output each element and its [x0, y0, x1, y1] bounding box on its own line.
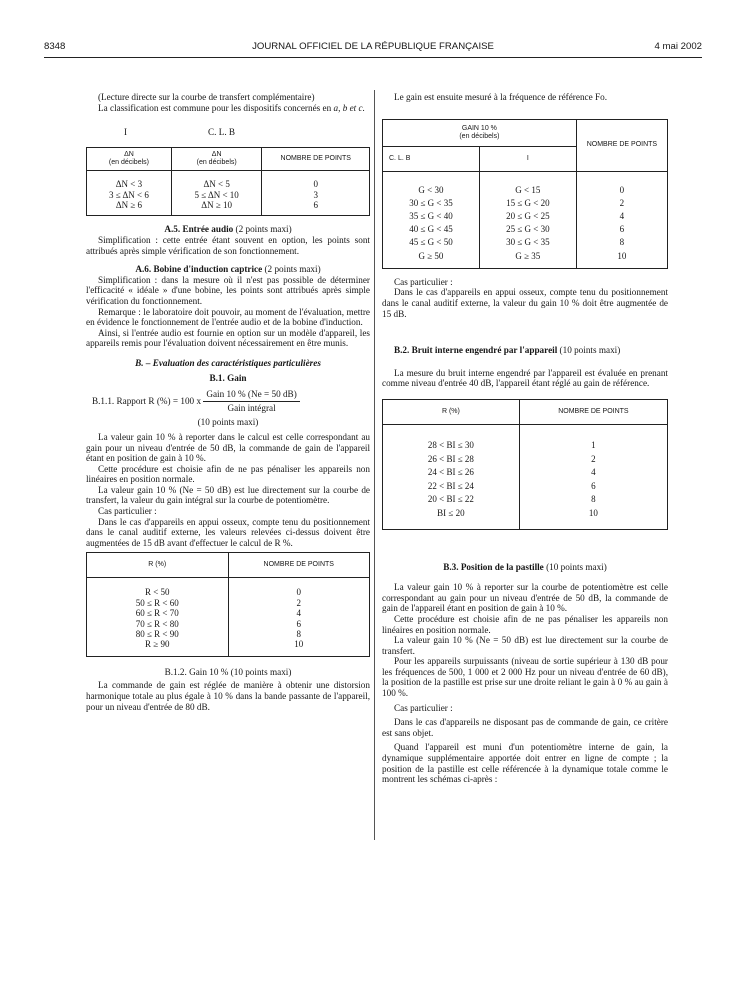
cell-line: 3: [313, 189, 318, 200]
header-text: ΔN: [211, 151, 222, 159]
cell-line: 6: [296, 618, 301, 629]
header-subtext: (en décibels): [196, 159, 237, 167]
column-header: [383, 119, 577, 146]
paragraph: Dans le cas d'appareils en appui osseux, compte tenu du positionnement dans le canal auditif externe, les valeurs relevées ci-dessus doivent être augmentées de 15 dB avant d'effectuer le calcul de R %.: [86, 516, 370, 548]
cell-line: 10: [294, 639, 304, 650]
cell-line: 0: [313, 179, 318, 190]
cell-line: 35 ≤ G < 40: [409, 211, 453, 221]
gain-table: [382, 119, 668, 269]
paragraph: La valeur gain 10 % (Ne = 50 dB) est lue directement sur la courbe de transfert.: [382, 635, 668, 656]
cell-line: 8: [591, 494, 596, 505]
cell-line: 22 < BI ≤ 24: [427, 480, 474, 491]
section-heading: [86, 667, 370, 678]
text-span: La classification est commune pour les dispositifs concernés en: [98, 102, 332, 113]
cell-line: 2: [296, 597, 301, 608]
heading-note: (2 points maxi): [235, 224, 292, 235]
cell-line: 6: [313, 200, 318, 210]
cell-line: 30 ≤ G < 35: [506, 237, 550, 248]
publication-date: 4 mai 2002: [654, 41, 702, 52]
text-span: a, b et c.: [333, 102, 365, 113]
delta-n-table: [86, 147, 370, 216]
page-header: [44, 41, 702, 55]
section-heading: [382, 562, 668, 573]
paragraph: Dans le cas d'appareils ne disposant pas de commande de gain, ce critère est sans objet.: [382, 717, 668, 738]
table-cell: [171, 171, 262, 216]
column-header: NOMBRE DE POINTS: [576, 119, 667, 171]
paragraph: Simplification : dans la mesure où il n'est pas possible de déterminer l'efficacité « idéale » d'une bobine, les points sont attribués après simple vérification du fonctionnement.: [86, 274, 370, 306]
cell-line: ΔN ≥ 6: [115, 200, 143, 210]
cell-line: 70 ≤ R < 80: [135, 618, 179, 629]
heading-text: B.3. Position de la pastille: [443, 561, 544, 572]
formula-denominator: Gain intégral: [227, 402, 276, 413]
cell-line: 0: [296, 587, 301, 598]
section-heading: [86, 224, 370, 235]
heading-text: B.2. Bruit interne engendré par l'appareil: [394, 345, 558, 356]
column-header: NOMBRE DE POINTS: [519, 399, 667, 424]
paragraph: Cas particulier :: [394, 702, 453, 713]
column-header: [87, 148, 172, 171]
cell-line: 26 < BI ≤ 28: [427, 453, 474, 464]
cell-line: 24 < BI ≤ 26: [427, 467, 474, 478]
column-header: R (%): [383, 399, 520, 424]
column-header: [171, 148, 262, 171]
page-number: 8348: [44, 41, 66, 52]
paragraph: Cas particulier :: [98, 506, 157, 517]
heading-note: (2 points maxi): [264, 264, 321, 275]
cell-line: 80 ≤ R < 90: [135, 629, 179, 640]
column-header: I: [479, 146, 576, 171]
formula-label: B.1.1. Rapport R (%) = 100 x: [92, 395, 202, 406]
table-cell: [383, 171, 480, 268]
paragraph: Quand l'appareil est muni d'un potentiomètre interne de gain, la dynamique supplémentaire apportée doit entrer en ligne de compte ; la position de la pastille est celle référencée à la dynamique totale comme le montrent les schémas ci-après :: [382, 742, 668, 785]
cell-line: ΔN < 3: [115, 179, 143, 190]
header-subtext: (en décibels): [459, 132, 500, 140]
cell-line: 60 ≤ R < 70: [135, 608, 179, 619]
heading-note: (10 points maxi): [546, 561, 607, 572]
journal-title: JOURNAL OFFICIEL DE LA RÉPUBLIQUE FRANÇAISE: [252, 41, 494, 52]
column-header: R (%): [87, 553, 229, 578]
cell-line: 2: [591, 453, 596, 464]
cell-line: ΔN ≥ 10: [201, 200, 233, 210]
formula-numerator: Gain 10 % (Ne = 50 dB): [203, 389, 299, 402]
paragraph: La valeur gain 10 % (Ne = 50 dB) est lue directement sur la courbe de transfert, la valeur du gain intégral sur la courbe de potentiomètre.: [86, 484, 370, 506]
heading-text: A.5. Entrée audio: [164, 224, 234, 235]
cell-line: R ≥ 90: [145, 639, 170, 650]
section-note: (10 points maxi): [197, 417, 259, 428]
cell-line: 28 < BI ≤ 30: [427, 439, 474, 450]
paragraph: (Lecture directe sur la courbe de transfert complémentaire): [98, 92, 315, 102]
table-cell: [87, 171, 172, 216]
cell-line: 4: [296, 608, 301, 619]
heading-text: A.6. Bobine d'induction captrice: [135, 264, 263, 275]
ratio-formula: [86, 389, 370, 413]
paragraph: Le gain est ensuite mesuré à la fréquence de référence Fo.: [394, 92, 607, 102]
section-heading: [382, 345, 668, 356]
column-header: NOMBRE DE POINTS: [228, 553, 370, 578]
paragraph: Dans le cas d'appareils en appui osseux, compte tenu du positionnement dans le canal auditif externe, la valeur du gain 10 % doit être augmentée de 15 dB.: [382, 287, 668, 319]
noise-table: [382, 399, 668, 530]
paragraph: [86, 103, 370, 114]
cell-line: G ≥ 35: [515, 250, 541, 261]
section-heading: [86, 264, 370, 275]
cell-line: ΔN < 5: [203, 179, 230, 190]
header-text: ΔN: [124, 151, 134, 159]
cell-line: 0: [619, 184, 625, 195]
cell-line: 3 ≤ ΔN < 6: [109, 189, 149, 200]
table-cell: [479, 171, 576, 268]
column-header: C. L. B: [383, 146, 480, 171]
header-subtext: (en décibels): [108, 159, 149, 167]
cell-line: G < 30: [418, 184, 444, 195]
cell-line: 50 ≤ R < 60: [135, 597, 179, 608]
paragraph: Cas particulier :: [394, 276, 453, 287]
paragraph: Cette procédure est choisie afin de ne pas pénaliser les appareils non linéaires en position normale.: [86, 463, 370, 485]
paragraph: Cette procédure est choisie afin de ne pas pénaliser les appareils non linéaires en position normale.: [382, 613, 668, 635]
paragraph: Remarque : le laboratoire doit pouvoir, au moment de l'évaluation, mettre en évidence le fonctionnement de l'entrée audio et de la bobine d'induction.: [86, 306, 370, 328]
table-cell: [576, 171, 667, 268]
cell-line: 8: [296, 629, 301, 640]
label-i: I: [124, 127, 128, 138]
cell-line: 25 ≤ G < 30: [506, 224, 550, 235]
cell-line: 6: [619, 224, 625, 235]
cell-line: G ≥ 50: [418, 250, 444, 261]
paragraph: La mesure du bruit interne engendré par l'appareil est évaluée en prenant comme niveau d'entrée 40 dB, l'appareil étant réglé au gain de référence.: [382, 367, 668, 389]
table-cell: [383, 424, 520, 529]
heading-text: B.1. Gain: [209, 372, 247, 383]
cell-line: 1: [591, 439, 596, 450]
paragraph: Simplification : cette entrée étant souvent en option, les points sont attribués après simple vérification de son fonctionnement.: [86, 235, 370, 256]
cell-line: 45 ≤ G < 50: [409, 237, 453, 248]
paragraph: La valeur gain 10 % à reporter sur la courbe de potentiomètre est celle correspondant au gain pour un niveau d'entrée de 50 dB, la commande de gain de l'appareil étant en position de gain à 10 %.: [382, 582, 668, 614]
cell-line: 30 ≤ G < 35: [409, 197, 453, 208]
table-cell: [228, 578, 370, 656]
header-text: GAIN 10 %: [461, 124, 497, 132]
heading-note: (10 points maxi): [230, 666, 292, 677]
paragraph: La commande de gain est réglée de manière à obtenir une distorsion harmonique totale au plus égale à 10 % dans la bande passante de l'appareil, pour un niveau d'entrée de 80 dB.: [86, 680, 370, 712]
cell-line: 40 ≤ G < 45: [409, 224, 453, 235]
heading-text: B.1.2. Gain 10 %: [164, 666, 229, 677]
cell-line: R < 50: [144, 587, 170, 598]
section-heading: [86, 358, 370, 369]
formula-fraction: [203, 389, 299, 413]
table-labels: [86, 127, 370, 143]
cell-line: 4: [619, 211, 625, 221]
heading-note: (10 points maxi): [559, 345, 621, 356]
cell-line: 15 ≤ G < 20: [506, 197, 550, 208]
heading-text: B. – Evaluation des caractéristiques particulières: [135, 357, 321, 368]
cell-line: 6: [591, 480, 596, 491]
cell-line: G < 15: [515, 184, 541, 195]
paragraph: Pour les appareils surpuissants (niveau de sortie supérieur à 130 dB pour les fréquences de 500, 1 000 et 2 000 Hz pour un niveau d'entrée de 60 dB), la position de la pastille est prise sur une droite reliant le gain à 0 % au gain à 100 %.: [382, 656, 668, 699]
table-cell: [519, 424, 667, 529]
cell-line: BI ≤ 20: [437, 507, 465, 518]
ratio-table: [86, 552, 370, 656]
header-rule: [44, 57, 702, 58]
cell-line: 10: [588, 507, 598, 518]
table-cell: [87, 578, 229, 656]
right-column: [382, 92, 668, 785]
cell-line: 10: [617, 250, 627, 261]
column-header: NOMBRE DE POINTS: [262, 148, 370, 171]
table-cell: [262, 171, 370, 216]
label-clb: C. L. B: [208, 127, 236, 138]
cell-line: 20 ≤ G < 25: [506, 211, 550, 221]
paragraph: Ainsi, si l'entrée audio est fournie en option sur un modèle d'appareil, les appareils remis pour l'évaluation doivent nécessairement en être munis.: [86, 327, 370, 349]
cell-line: 20 < BI ≤ 22: [427, 494, 474, 505]
cell-line: 5 ≤ ΔN < 10: [194, 189, 239, 200]
left-column: [86, 92, 370, 712]
section-heading: [86, 373, 370, 384]
cell-line: 4: [591, 467, 596, 478]
cell-line: 2: [619, 197, 625, 208]
column-divider: [374, 90, 375, 840]
paragraph: La valeur gain 10 % à reporter dans le calcul est celle correspondant au gain pour un niveau d'entrée de 50 dB, la commande de gain de l'appareil étant en position de gain à 10 %.: [86, 431, 370, 464]
cell-line: 8: [619, 237, 625, 248]
